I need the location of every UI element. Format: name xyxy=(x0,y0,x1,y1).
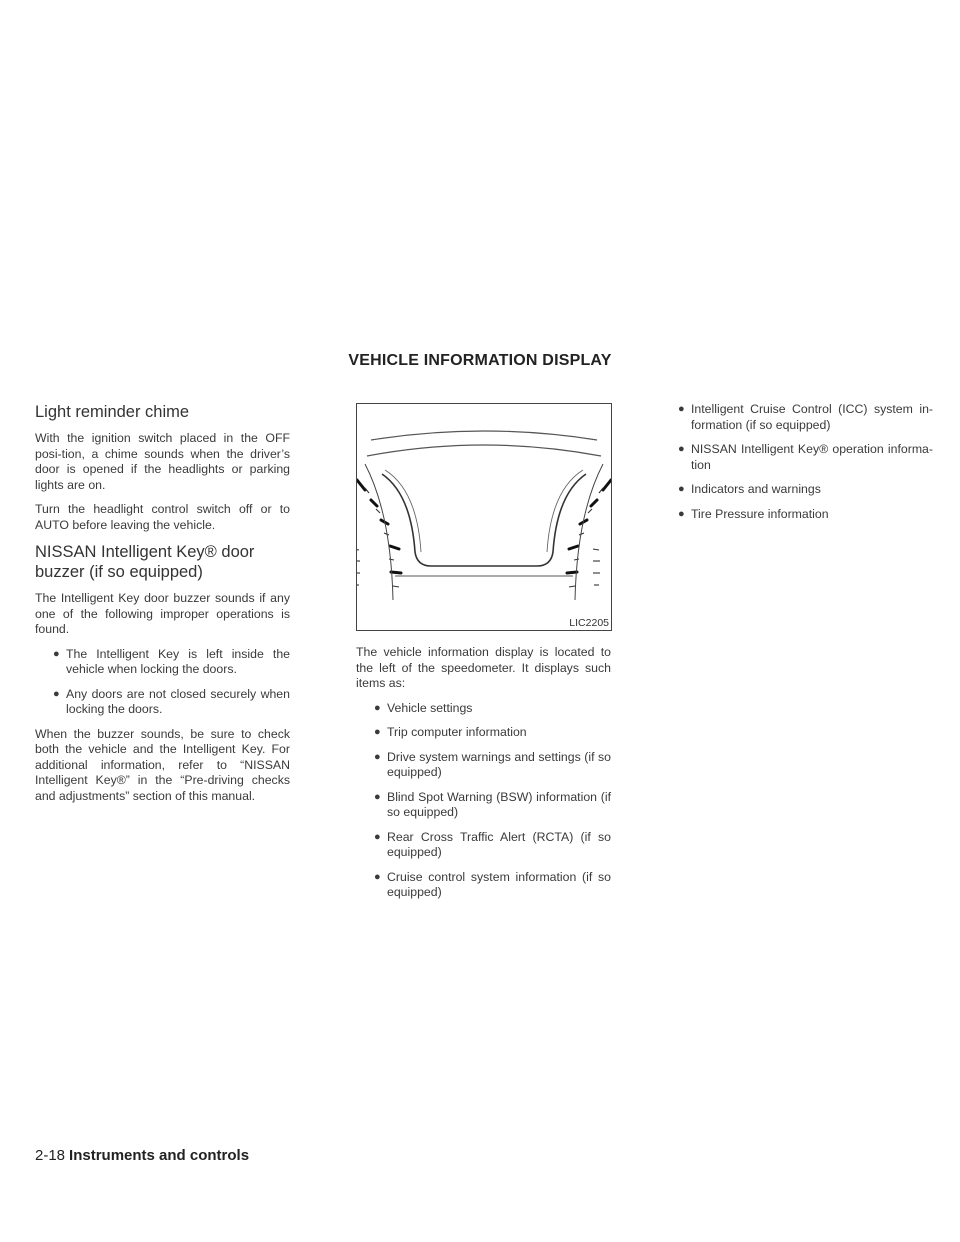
bullet-icon: ● xyxy=(678,403,685,415)
bullet-icon: ● xyxy=(53,647,60,660)
section-title: VEHICLE INFORMATION DISPLAY xyxy=(348,352,612,369)
bullet-icon: ● xyxy=(374,830,381,843)
bullet-icon: ● xyxy=(374,750,381,763)
paragraph-display-location: The vehicle information display is located to the left of the speedometer. It displays such items as: xyxy=(356,645,611,690)
list-item: ● Tire Pressure information xyxy=(678,506,829,521)
display-items-list-continued xyxy=(678,402,933,522)
list-item: ● Cruise control system information (if so equipped) xyxy=(374,869,611,899)
list-item: ● Trip computer information xyxy=(374,725,527,739)
bullet-icon: ● xyxy=(678,483,685,495)
heading-door-buzzer: NISSAN Intelligent Key® door buzzer (if so equipped) xyxy=(35,543,255,581)
list-item: ● Drive system warnings and settings (if so equipped) xyxy=(374,749,611,779)
list-item: ● The Intelligent Key is left inside the vehicle when locking the doors. xyxy=(53,646,290,676)
paragraph-buzzer-check: When the buzzer sounds, be sure to check both the vehicle and the Intelligent Key. For additional information, refer to “NISSAN Intelligent Key®” in the “Pre-driving checks and adjustments” section of this manual. xyxy=(35,726,290,803)
bullet-icon: ● xyxy=(374,726,381,738)
figure-label: LIC2205 xyxy=(569,617,609,629)
list-item: ● Any doors are not closed securely when locking the doors. xyxy=(53,686,290,716)
list-item: ● Intelligent Cruise Control (ICC) system in-formation (if so equipped) xyxy=(678,402,933,432)
list-item: ● NISSAN Intelligent Key® operation informa-tion xyxy=(678,442,933,472)
bullet-icon: ● xyxy=(374,790,381,803)
column-right xyxy=(678,402,933,531)
paragraph-chime: With the ignition switch placed in the OFF posi-tion, a chime sounds when the driver’s door is opened if the headlights or parking lights are on. xyxy=(35,431,290,492)
bullet-icon: ● xyxy=(678,443,685,455)
list-item: ● Vehicle settings xyxy=(374,700,473,715)
list-item: ● Indicators and warnings xyxy=(678,482,821,496)
bullet-icon: ● xyxy=(53,687,60,700)
buzzer-bullet-list xyxy=(35,647,290,718)
paragraph-headlight-switch: Turn the headlight control switch off or to AUTO before leaving the vehicle. xyxy=(35,502,290,532)
list-item: ● Rear Cross Traffic Alert (RCTA) (if so equipped) xyxy=(374,829,611,859)
heading-light-reminder-chime: Light reminder chime xyxy=(35,403,190,421)
column-middle xyxy=(356,402,611,910)
chapter-title: Instruments and controls xyxy=(69,1147,250,1164)
instrument-cluster-illustration xyxy=(357,404,611,630)
display-items-list xyxy=(356,701,611,901)
bullet-icon: ● xyxy=(374,701,381,714)
page-footer xyxy=(35,1147,249,1164)
instrument-cluster-figure xyxy=(356,403,612,631)
list-item: ● Blind Spot Warning (BSW) information (if so equipped) xyxy=(374,789,611,819)
column-left xyxy=(35,402,290,813)
bullet-icon: ● xyxy=(374,870,381,883)
page-number: 2-18 xyxy=(35,1147,66,1164)
paragraph-buzzer-intro: The Intelligent Key door buzzer sounds if any one of the following improper operations is found. xyxy=(35,591,290,636)
bullet-icon: ● xyxy=(678,507,685,520)
